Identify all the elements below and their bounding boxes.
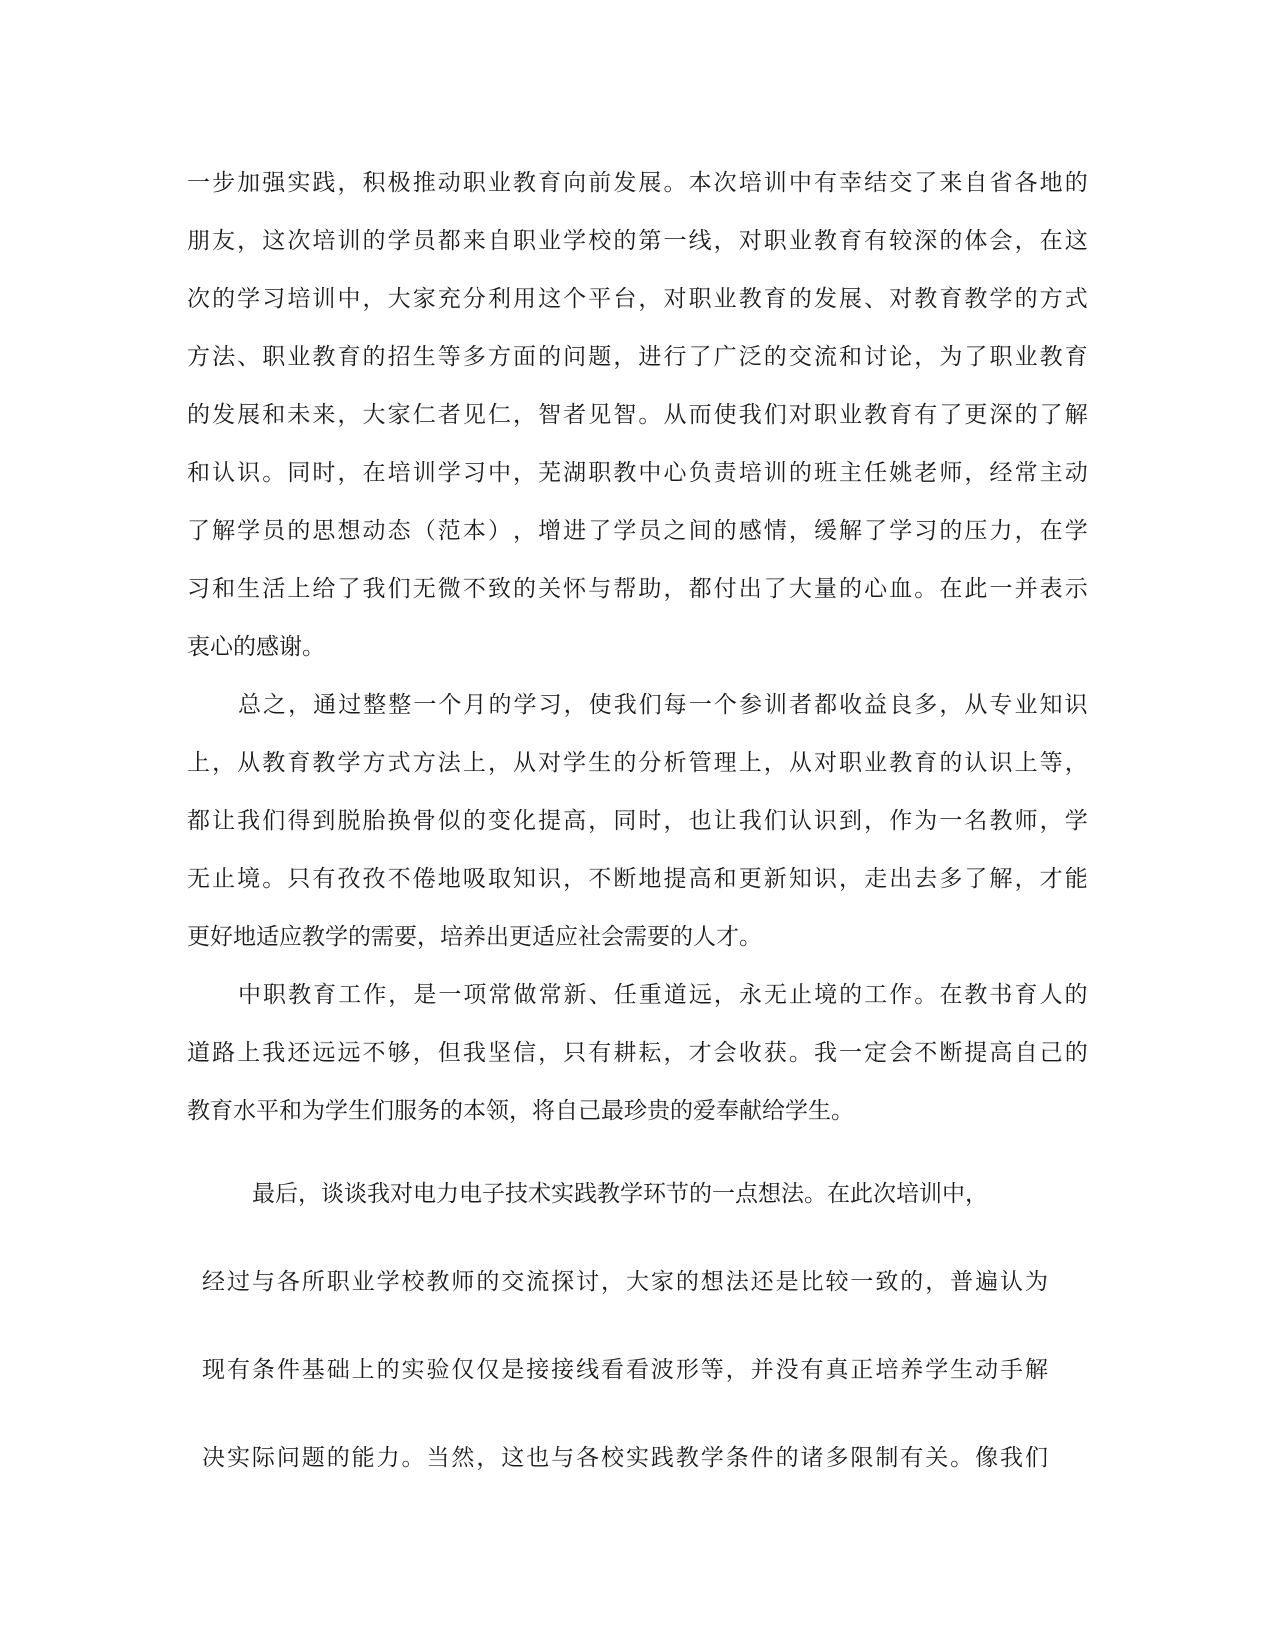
paragraph-line: 无 止 境 。 只 有 孜 孜 不 倦 地 吸 取 知 识 ， 不 断 地 提 高 和 更 新 知 识 ， 走 出 去 多 了 解 ， 才 能 [187,866,1088,892]
paragraph-line: 教育水平和为学生们服务的本领，将自己最珍贵的爱奉献给学生。 [187,1098,854,1124]
paragraph-line: 一 步 加 强 实 践 ， 积 极 推 动 职 业 教 育 向 前 发 展 。 本 次 培 训 中 有 幸 结 交 了 来 自 省 各 地 的 [187,170,1088,196]
paragraph-line: 的 发 展 和 未 来 ， 大 家 仁 者 见 仁 ， 智 者 见 智 。 从 而 使 我 们 对 职 业 教 育 有 了 更 深 的 了 解 [187,402,1088,428]
paragraph-line: 更好地适应教学的需要，培养出更适应社会需要的人才。 [187,924,762,950]
paragraph-line: 决 实 际 问 题 的 能 力 。 当 然 ， 这 也 与 各 校 实 践 教 学 条 件 的 诸 多 限 制 有 关 。 像 我 们 [202,1445,1048,1471]
paragraph-line: 经 过 与 各 所 职 业 学 校 教 师 的 交 流 探 讨 ， 大 家 的 想 法 还 是 比 较 一 致 的 ， 普 遍 认 为 [202,1269,1048,1295]
paragraph-line: 中 职 教 育 工 作 ， 是 一 项 常 做 常 新 、 任 重 道 远 ， 永 无 止 境 的 工 作 。 在 教 书 育 人 的 [238,982,1088,1008]
paragraph-line: 次 的 学 习 培 训 中 ， 大 家 充 分 利 用 这 个 平 台 ， 对 职 业 教 育 的 发 展 、 对 教 育 教 学 的 方 式 [187,286,1088,312]
paragraph-line: 现 有 条 件 基 础 上 的 实 验 仅 仅 是 接 接 线 看 看 波 形 等 ， 并 没 有 真 正 培 养 学 生 动 手 解 [202,1357,1048,1383]
paragraph-line: 上 ， 从 教 育 教 学 方 式 方 法 上 ， 从 对 学 生 的 分 析 管 理 上 ， 从 对 职 业 教 育 的 认 识 上 等 ， [187,750,1088,776]
paragraph-line: 了 解 学 员 的 思 想 动 态 （ 范 本 ） ， 增 进 了 学 员 之 间 的 感 情 ， 缓 解 了 学 习 的 压 力 ， 在 学 [187,518,1088,544]
paragraph-line: 道 路 上 我 还 远 远 不 够 ， 但 我 坚 信 ， 只 有 耕 耘 ， 才 会 收 获 。 我 一 定 会 不 断 提 高 自 己 的 [187,1040,1088,1066]
paragraph-line: 习 和 生 活 上 给 了 我 们 无 微 不 致 的 关 怀 与 帮 助 ， 都 付 出 了 大 量 的 心 血 。 在 此 一 并 表 示 [187,576,1088,602]
paragraph-line: 都 让 我 们 得 到 脱 胎 换 骨 似 的 变 化 提 高 ， 同 时 ， 也 让 我 们 认 识 到 ， 作 为 一 名 教 师 ， 学 [187,808,1088,834]
paragraph-line: 衷心的感谢。 [187,634,325,660]
paragraph-line: 总 之 ， 通 过 整 整 一 个 月 的 学 习 ， 使 我 们 每 一 个 参 训 者 都 收 益 良 多 ， 从 专 业 知 识 [238,692,1088,718]
paragraph-line: 方 法 、 职 业 教 育 的 招 生 等 多 方 面 的 问 题 ， 进 行 了 广 泛 的 交 流 和 讨 论 ， 为 了 职 业 教 育 [187,344,1088,370]
paragraph-line: 和 认 识 。 同 时 ， 在 培 训 学 习 中 ， 芜 湖 职 教 中 心 负 责 培 训 的 班 主 任 姚 老 师 ， 经 常 主 动 [187,460,1088,486]
paragraph-line: 朋 友 ， 这 次 培 训 的 学 员 都 来 自 职 业 学 校 的 第 一 线 ， 对 职 业 教 育 有 较 深 的 体 会 ， 在 这 [187,228,1088,254]
paragraph-line: 最后，谈谈我对电力电子技术实践教学环节的一点想法。在此次培训中， [252,1181,988,1207]
